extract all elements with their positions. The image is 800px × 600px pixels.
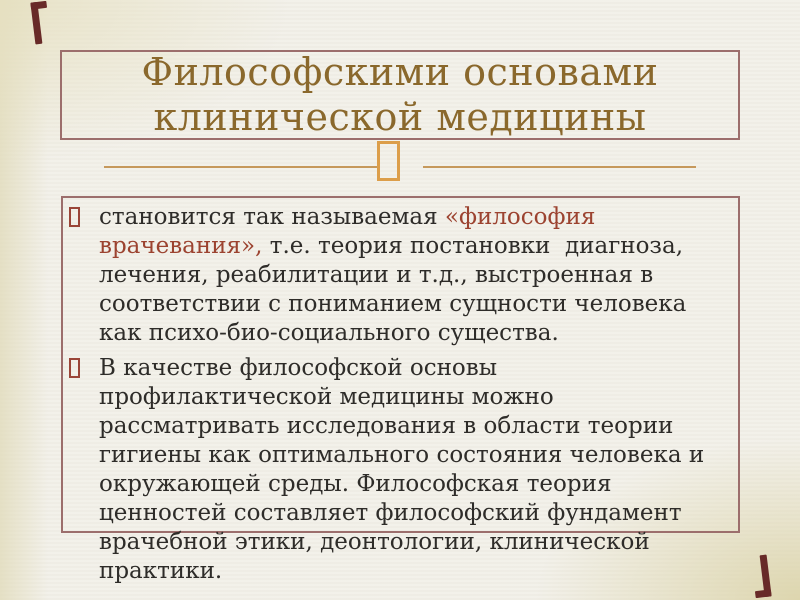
bullet-marker-cell <box>63 354 99 586</box>
slide-title <box>142 50 659 140</box>
slide-title-line1: Философскими основами <box>141 50 659 94</box>
bullet-list <box>63 203 735 592</box>
slide-title-line2: клинической медицины <box>153 95 647 139</box>
bullet-item <box>63 354 735 586</box>
bullet-item <box>63 203 735 348</box>
hollow-rectangle-bullet-icon <box>69 207 80 227</box>
bullet-text-segment: В качестве философской основы <box>99 355 498 381</box>
divider-line-right <box>423 166 696 168</box>
bullet-text-segment: т.е. теория постановки диагноза, <box>269 233 684 259</box>
bullet-text-segment: профилактической медицины можно <box>99 384 554 410</box>
bullet-text <box>99 203 686 348</box>
bullet-text-segment: ценностей составляет философский фундамент <box>99 500 682 526</box>
bullet-text-segment: становится так называемая <box>99 204 445 230</box>
bullet-text-segment: практики. <box>99 558 223 584</box>
corner-bracket-ornament-icon <box>26 1 50 47</box>
bullet-text-segment: лечения, реабилитации и т.д., выстроенная в <box>99 262 654 288</box>
bullet-text-segment: как психо-био-социального существа. <box>99 320 559 346</box>
bullet-text-segment: соответствии с пониманием сущности человека <box>99 291 687 317</box>
bullet-text-segment: гигиены как оптимального состояния человека и <box>99 442 705 468</box>
title-box <box>60 50 740 140</box>
bullet-text-segment: врачебной этики, деонтологии, клинической <box>99 529 650 555</box>
bullet-text-accent-segment: врачевания», <box>99 233 270 259</box>
bullet-text-segment: окружающей среды. Философская теория <box>99 471 612 497</box>
bullet-text <box>99 354 704 586</box>
divider-ornament-icon <box>377 141 400 181</box>
bullet-text-accent-segment: «философия <box>444 204 596 230</box>
bullet-marker-cell <box>63 203 99 348</box>
hollow-rectangle-bullet-icon <box>69 358 80 378</box>
content-box <box>61 196 740 584</box>
divider-line-left <box>104 166 377 168</box>
bullet-text-segment: рассматривать исследования в области теории <box>99 413 674 439</box>
corner-bracket-ornament-icon <box>752 552 776 598</box>
